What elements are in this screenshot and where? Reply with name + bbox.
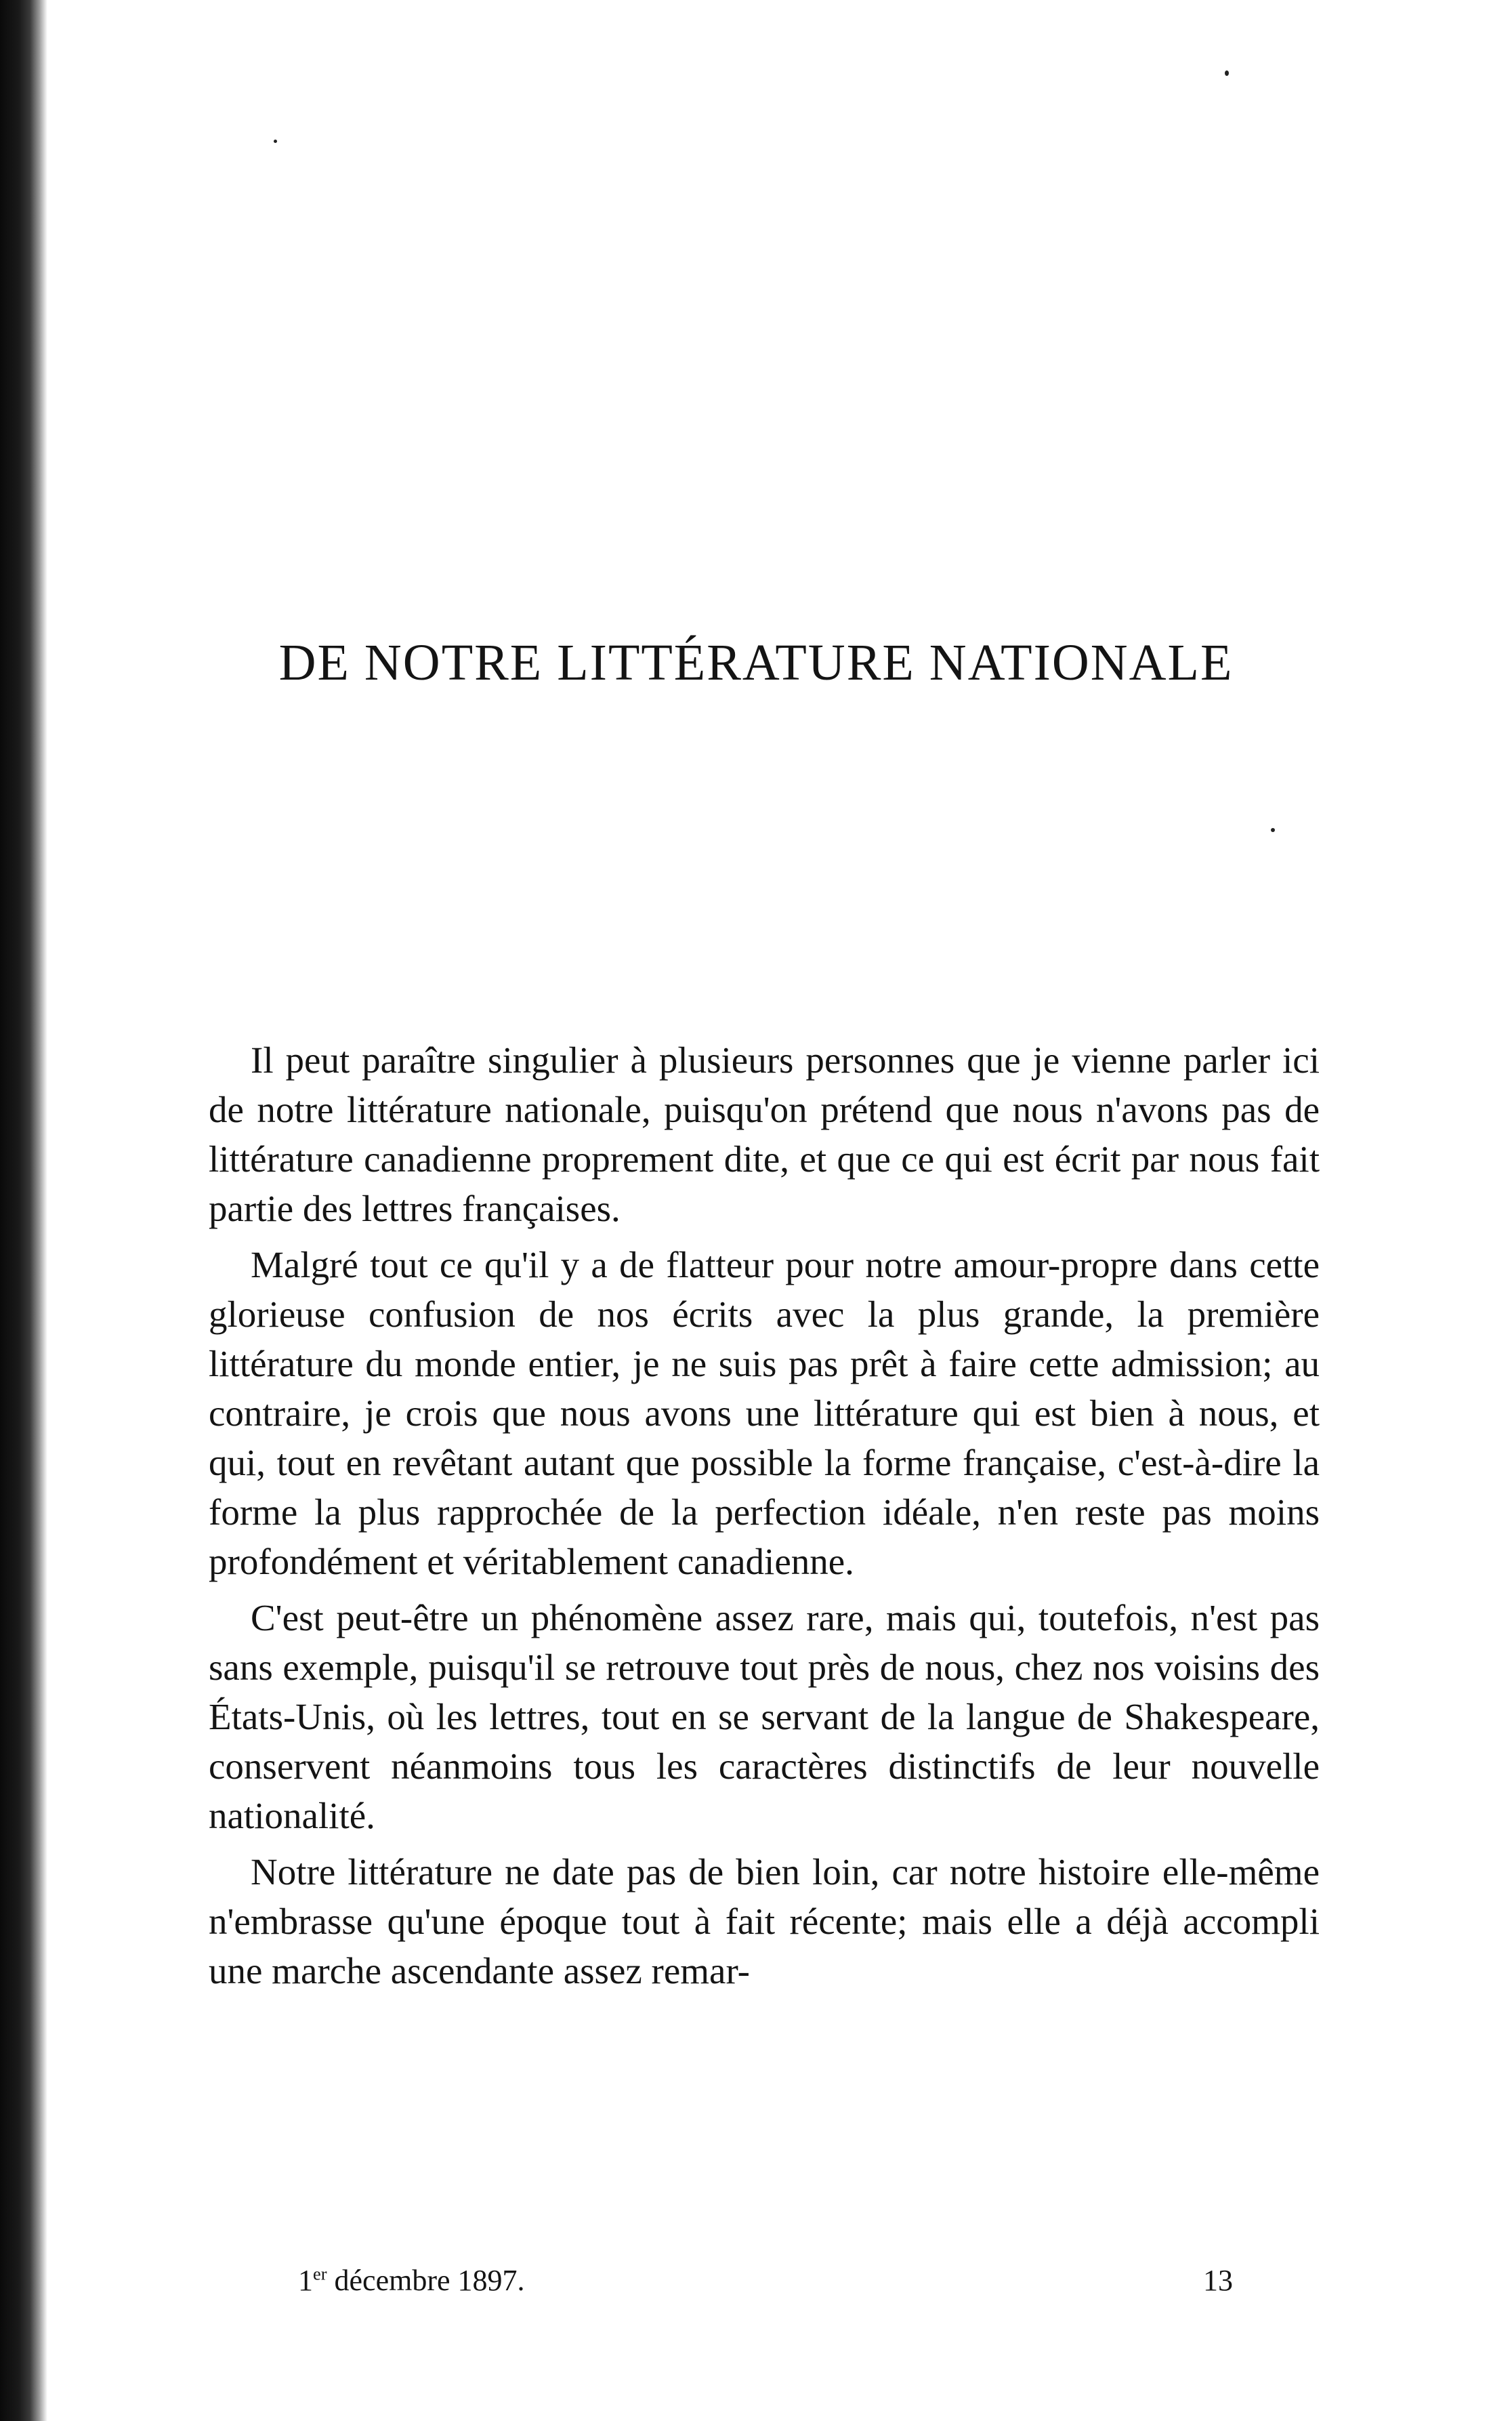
article-title: DE NOTRE LITTÉRATURE NATIONALE xyxy=(278,634,1234,691)
page-number: 13 xyxy=(1203,2264,1233,2297)
binding-edge xyxy=(0,0,47,2421)
issue-date-ordinal: er xyxy=(313,2263,327,2284)
paragraph: Malgré tout ce qu'il y a de flatteur pour notre amour-propre dans cette glorieuse confusion de nos écrits avec la plus grande, la première littérature du monde entier, je ne suis pas prêt à faire cette admission; au contraire, je crois que nous avons une littérature qui est bien à nous, et qui, tout en revêtant autant que possible la forme française, c'est-à-dire la forme la plus rapprochée de la perfection idéale, n'en reste pas moins profondément et véritablement canadienne. xyxy=(209,1244,1320,1582)
print-speck xyxy=(274,140,277,143)
print-speck xyxy=(1225,70,1229,76)
paragraph: Notre littérature ne date pas de bien loin, car notre histoire elle-même n'embrasse qu'une époque tout à fait récente; mais elle a déjà accompli une marche ascendante assez remar- xyxy=(209,1851,1320,1991)
issue-date-text: décembre 1897. xyxy=(327,2264,525,2297)
page-footer xyxy=(298,2263,1233,2304)
issue-date xyxy=(298,2263,525,2298)
paragraph: C'est peut-être un phénomène assez rare, mais qui, toutefois, n'est pas sans exemple, puisqu'il se retrouve tout près de nous, chez nos voisins des États-Unis, où les lettres, tout en se servant de la langue de Shakespeare, conservent néanmoins tous les caractères distinctifs de leur nouvelle nationalité. xyxy=(209,1597,1320,1836)
issue-date-number: 1 xyxy=(298,2264,313,2297)
print-speck xyxy=(1271,828,1275,832)
paragraph: Il peut paraître singulier à plusieurs personnes que je vienne parler ici de notre littérature nationale, puisqu'on prétend que nous n'avons pas de littérature canadienne proprement dite, et que ce qui est écrit par nous fait partie des lettres françaises. xyxy=(209,1039,1320,1229)
article-body xyxy=(209,1035,1320,2002)
